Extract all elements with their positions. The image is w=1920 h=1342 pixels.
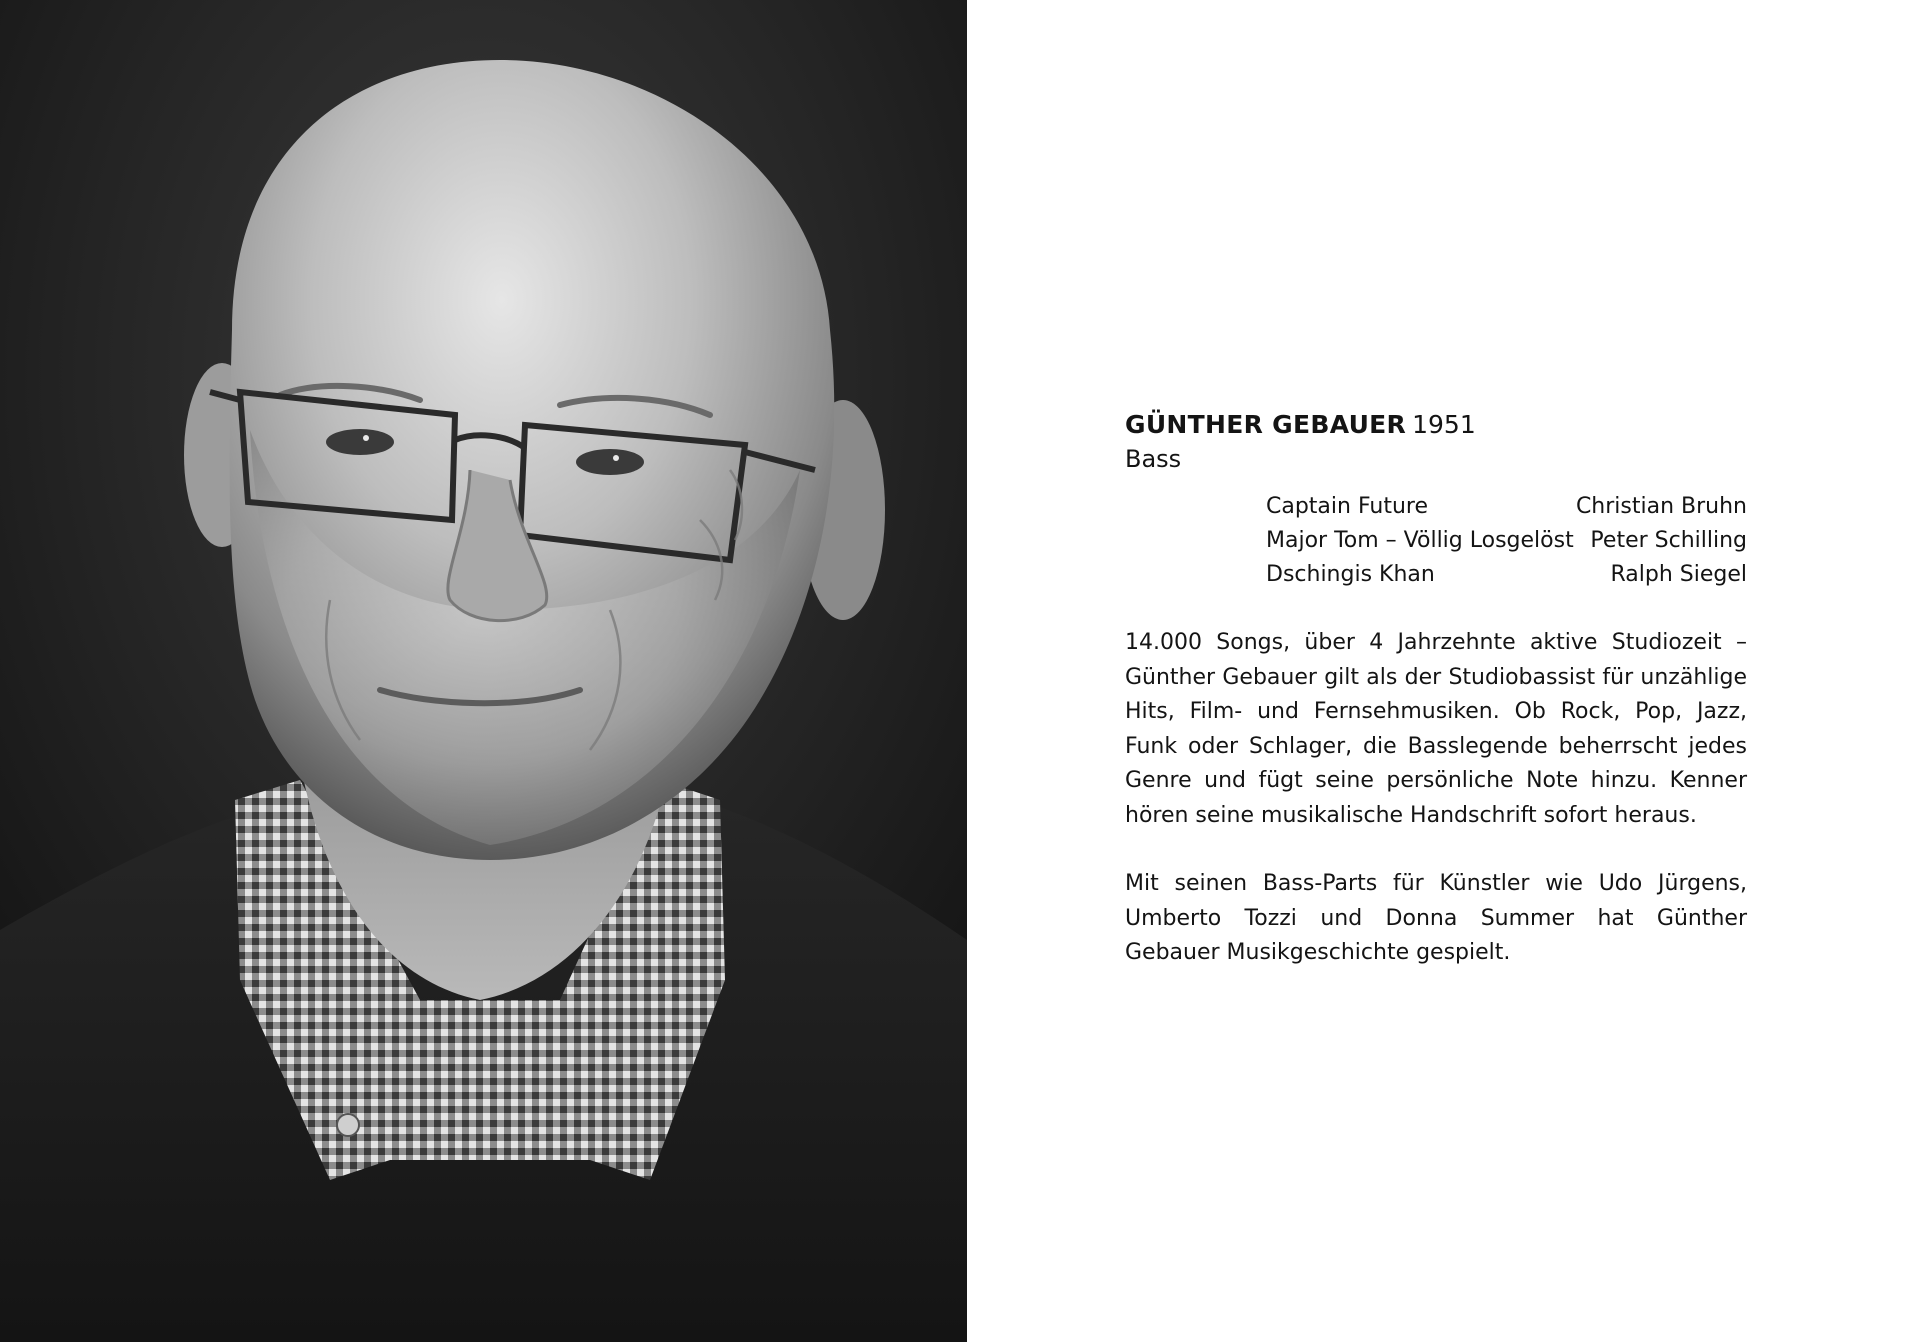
musician-name: GÜNTHER GEBAUER (1125, 410, 1407, 439)
instrument-label: Bass (1125, 445, 1182, 473)
text-page (967, 0, 1920, 1342)
credit-artist: Peter Schilling (1590, 528, 1747, 553)
credit-song: Major Tom – Völlig Losgelöst (1266, 528, 1574, 553)
shirt-placket (390, 1000, 590, 1160)
bio-paragraph-1: 14.000 Songs, über 4 Jahrzehnte aktive Studiozeit – Günther Gebauer gilt als der Studiobassist für unzählige Hits, Film- und Fernsehmusiken. Ob Rock, Pop, Jazz, Funk oder Schlager, die Basslegende beherrscht jedes Genre und fügt seine persönliche Note hinzu. Kenner hören seine musikalische Handschrift sofort heraus. (1125, 630, 1747, 828)
credit-row (1266, 524, 1747, 558)
credit-row (1266, 558, 1747, 592)
credit-row (1266, 490, 1747, 524)
credit-artist: Christian Bruhn (1575, 494, 1747, 519)
credit-song: Dschingis Khan (1266, 562, 1435, 587)
bio-paragraph-2: Mit seinen Bass-Parts für Künstler wie Udo Jürgens, Umberto Tozzi und Donna Summer hat Günther Gebauer Musikgeschichte gespielt. (1125, 871, 1747, 965)
birth-year: 1951 (1412, 410, 1476, 439)
eye-left-highlight (363, 435, 369, 441)
credit-artist: Ralph Siegel (1610, 562, 1747, 587)
musician-bio (1125, 408, 1747, 971)
collar-button (337, 1114, 359, 1136)
name-heading (1125, 408, 1747, 442)
song-credits (1266, 490, 1747, 592)
eye-right-highlight (613, 455, 619, 461)
credit-song: Captain Future (1266, 494, 1429, 519)
eye-left (326, 429, 394, 455)
eye-right (576, 449, 644, 475)
